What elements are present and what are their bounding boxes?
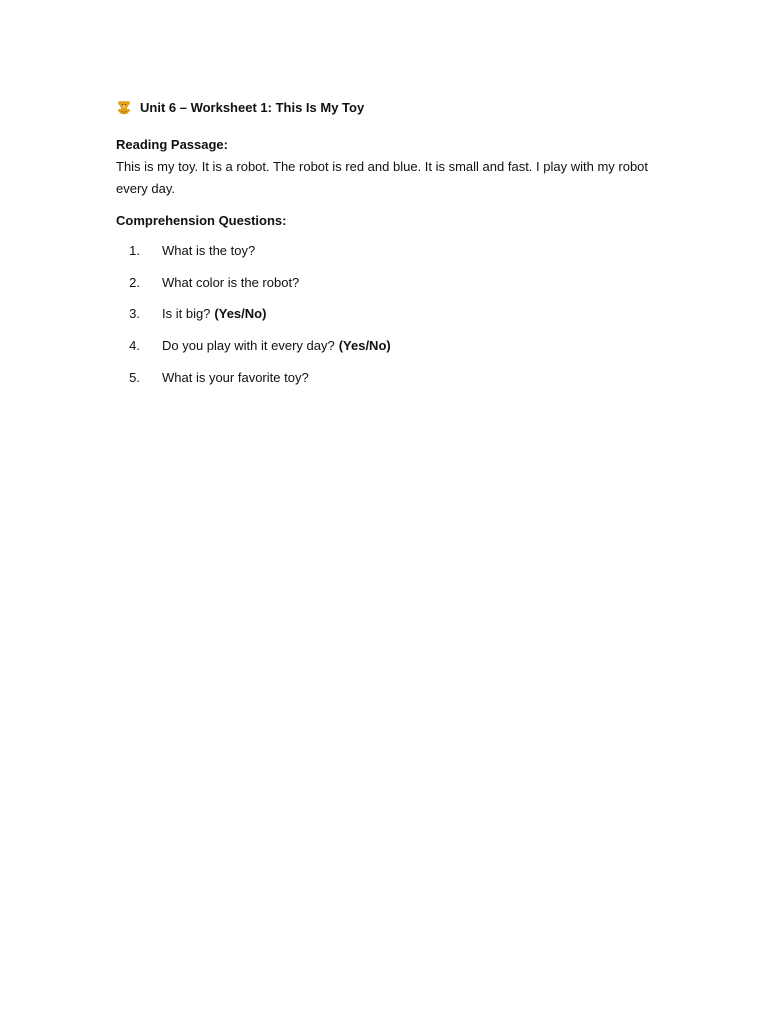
question-text: What is your favorite toy? bbox=[162, 369, 309, 385]
answer-choice: (Yes/No) bbox=[338, 338, 391, 354]
question-2 bbox=[116, 274, 656, 292]
reading-passage-heading: Reading Passage: bbox=[116, 137, 228, 152]
question-number: 3. bbox=[129, 306, 140, 322]
question-text: Is it big? bbox=[162, 306, 211, 322]
questions-list bbox=[116, 242, 656, 387]
question-text: What is the toy? bbox=[162, 243, 256, 258]
question-3 bbox=[116, 305, 656, 323]
teddy-bear-icon bbox=[116, 99, 132, 115]
question-number: 2. bbox=[129, 274, 140, 290]
question-text: What color is the robot? bbox=[162, 274, 300, 290]
question-4 bbox=[116, 337, 656, 355]
question-number: 5. bbox=[129, 369, 140, 385]
question-text: Do you play with it every day? bbox=[162, 338, 335, 354]
question-1 bbox=[116, 242, 656, 260]
question-5 bbox=[116, 369, 656, 387]
reading-passage: This is my toy. It is a robot. The robot is red and blue. It is small and fast. I play with my robot every day. bbox=[116, 159, 649, 196]
question-number: 4. bbox=[129, 338, 140, 354]
question-number: 1. bbox=[129, 243, 140, 258]
comprehension-questions-heading: Comprehension Questions: bbox=[116, 213, 287, 228]
worksheet-title-row bbox=[116, 97, 656, 117]
worksheet-title: Unit 6 – Worksheet 1: This Is My Toy bbox=[140, 99, 365, 115]
worksheet-content bbox=[116, 97, 656, 400]
answer-choice: (Yes/No) bbox=[214, 306, 267, 322]
